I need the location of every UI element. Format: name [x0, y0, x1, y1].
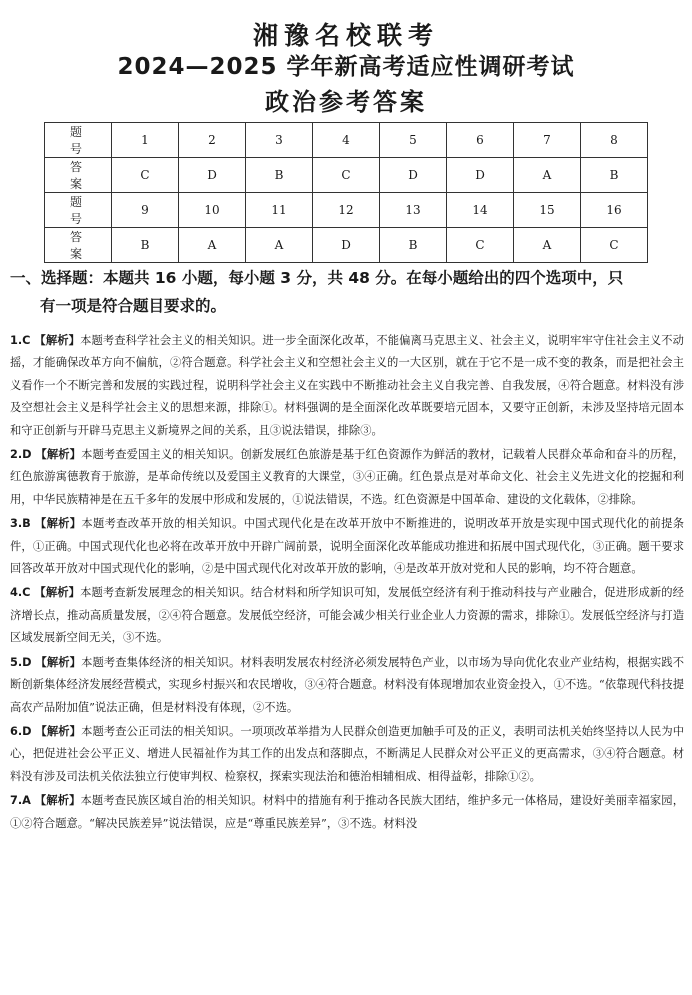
- explanation-item: [10, 790, 684, 835]
- question-number-cell: 8: [581, 123, 648, 158]
- explanation-item: [10, 330, 684, 442]
- question-number-cell: 14: [447, 193, 514, 228]
- answer-label: 答 案: [45, 158, 112, 193]
- explanation-item: [10, 582, 684, 649]
- question-number-cell: 13: [380, 193, 447, 228]
- answer-cell: A: [179, 228, 246, 263]
- question-number-label: 题 号: [45, 123, 112, 158]
- question-number-cell: 5: [380, 123, 447, 158]
- answer-cell: A: [514, 228, 581, 263]
- item-explanation-text: 本题考查爱国主义的相关知识。创新发展红色旅游是基于红色资源作为鲜活的教材，记载着人民群众革命和奋斗的历程，红色旅游寓德教育于旅游，是革命传统以及爱国主义教育的大课堂，③④正确。红色景点是对革命文化、社会主义先进文化的挖掘和利用，中华民族精神是在五千多年的发展中形成和发展的，①说法错误，不选。红色资源是中国革命、建设的文化载体，②排除。: [10, 448, 684, 506]
- question-number-cell: 3: [246, 123, 313, 158]
- answer-cell: B: [380, 228, 447, 263]
- answer-label: 答 案: [45, 228, 112, 263]
- question-number-cell: 9: [112, 193, 179, 228]
- item-explanation-text: 本题考查新发展理念的相关知识。结合材料和所学知识可知，发展低空经济有利于推动科技与产业融合，促进形成新的经济增长点，推动高质量发展，②④符合题意。发展低空经济，可能会减少相关行业企业人力资源的需求，排除①。发展低空经济与打造区域发展新空间无关，③不选。: [10, 586, 684, 645]
- question-number-cell: 2: [179, 123, 246, 158]
- question-number-cell: 15: [514, 193, 581, 228]
- explanations: [10, 330, 684, 837]
- item-answer-tag: 6.D 【解析】: [10, 724, 82, 738]
- exam-name-title: 2024—2025 学年新高考适应性调研考试: [117, 54, 575, 80]
- answer-cell: A: [246, 228, 313, 263]
- question-number-cell: 10: [179, 193, 246, 228]
- answer-cell: D: [179, 158, 246, 193]
- answer-table: [44, 122, 648, 263]
- item-answer-tag: 4.C 【解析】: [10, 586, 81, 600]
- answer-cell: C: [447, 228, 514, 263]
- question-number-cell: 1: [112, 123, 179, 158]
- item-explanation-text: 本题考查集体经济的相关知识。材料表明发展农村经济必须发展特色产业，以市场为导向优化农业产业结构，根据实践不断创新集体经济发展经营模式，实现乡村振兴和农民增收，③④符合题意。材料没有体现增加农业资金投入，①不选。“依靠现代科技提高农产品附加值”说法正确，但是材料没有体现，②不选。: [10, 655, 684, 714]
- question-number-cell: 11: [246, 193, 313, 228]
- table-row: [45, 158, 648, 193]
- item-explanation-text: 本题考查科学社会主义的相关知识。进一步全面深化改革，不能偏离马克思主义、社会主义，说明牢牢守住社会主义不动摇，才能确保改革方向不偏航，②符合题意。科学社会主义和空想社会主义的一大区别，就在于它不是一成不变的教条，而是把社会主义看作一个不断完善和发展的实践过程，说明科学社会主义在实践中不断推动社会主义自我完善、自我发展，④符合题意。材料没有涉及空想社会主义是科学社会主义的思想来源，排除①。材料强调的是全面深化改革既要培元固本，又要守正创新，未涉及坚持培元固本和守正创新与开辟马克思主义新境界之间的关系，且③说法错误，排除③。: [10, 334, 684, 437]
- table-row: [45, 123, 648, 158]
- table-row: [45, 193, 648, 228]
- question-number-cell: 12: [313, 193, 380, 228]
- answer-cell: A: [514, 158, 581, 193]
- section-heading-line1: 一、选择题：本题共 16 小题，每小题 3 分，共 48 分。在每小题给出的四个选项中，只: [10, 269, 624, 287]
- answer-cell: C: [313, 158, 380, 193]
- explanation-item: [10, 652, 684, 719]
- answer-cell: B: [581, 158, 648, 193]
- answer-cell: D: [447, 158, 514, 193]
- answer-cell: D: [380, 158, 447, 193]
- answer-cell: B: [112, 228, 179, 263]
- table-row: [45, 228, 648, 263]
- item-answer-tag: 2.D 【解析】: [10, 448, 82, 462]
- answer-cell: D: [313, 228, 380, 263]
- item-explanation-text: 本题考查民族区域自治的相关知识。材料中的措施有利于推动各民族大团结，维护多元一体格局，建设好美丽幸福家园，①②符合题意。“解决民族差异”说法错误，应是“尊重民族差异”，③不选。材料没: [10, 794, 684, 830]
- explanation-item: [10, 513, 684, 580]
- explanation-item: [10, 721, 684, 788]
- item-explanation-text: 本题考查公正司法的相关知识。一项项改革举措为人民群众创造更加触手可及的正义，表明司法机关始终坚持以人民为中心，把促进社会公平正义、增进人民福祉作为其工作的出发点和落脚点，不断满足人民群众对公平正义的更高需求，③④符合题意。材料没有涉及司法机关依法独立行使审判权、检察权，探索实现法治和德治相辅相成、相得益彰，排除①②。: [10, 724, 684, 783]
- question-number-cell: 7: [514, 123, 581, 158]
- item-answer-tag: 3.B 【解析】: [10, 517, 82, 531]
- question-number-cell: 4: [313, 123, 380, 158]
- answer-cell: C: [112, 158, 179, 193]
- question-number-label: 题 号: [45, 193, 112, 228]
- item-answer-tag: 5.D 【解析】: [10, 655, 82, 669]
- answer-key-title: 政治参考答案: [265, 88, 427, 116]
- explanation-item: [10, 444, 684, 511]
- exam-org-title: 湘豫名校联考: [252, 21, 439, 50]
- section-heading: [10, 264, 686, 320]
- section-heading-line2: 有一项是符合题目要求的。: [40, 297, 227, 315]
- answer-cell: C: [581, 228, 648, 263]
- item-explanation-text: 本题考查改革开放的相关知识。中国式现代化是在改革开放中不断推进的，说明改革开放是实现中国式现代化的前提条件，①正确。中国式现代化也必将在改革开放中开辟广阔前景，说明全面深化改革能成功推进和拓展中国式现代化，③正确。题干要求回答改革开放对中国式现代化的影响，②是中国式现代化对改革开放的影响，④是改革开放对党和人民的影响，均不符合题意。: [10, 517, 684, 576]
- answer-cell: B: [246, 158, 313, 193]
- item-answer-tag: 7.A 【解析】: [10, 794, 81, 808]
- question-number-cell: 16: [581, 193, 648, 228]
- question-number-cell: 6: [447, 123, 514, 158]
- item-answer-tag: 1.C 【解析】: [10, 334, 81, 347]
